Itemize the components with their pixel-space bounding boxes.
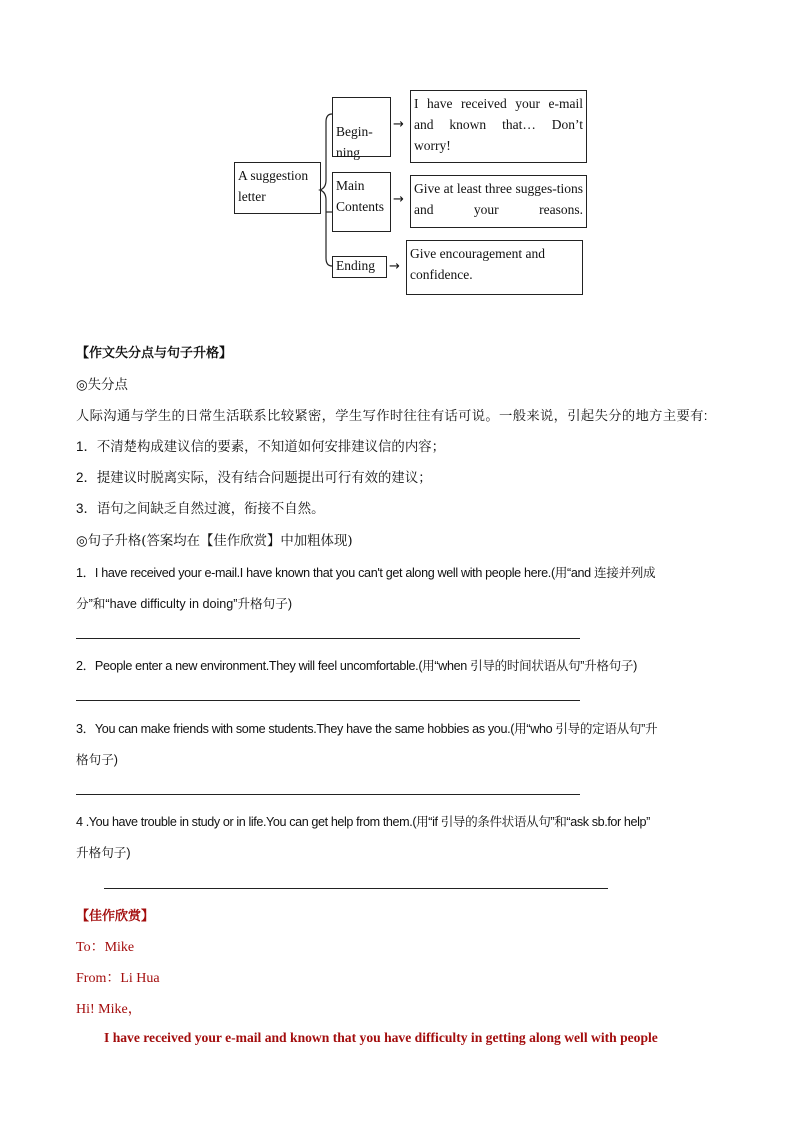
upgrade-heading: ◎句子升格(答案均在【佳作欣赏】中加粗体现) [76,534,353,549]
detail-text: Give encouragement and confidence. [410,246,545,282]
arrow-icon: → [393,192,404,207]
diagram-branch-ending [332,256,387,278]
diagram-detail-beginning [410,90,587,163]
question-3-line-1: 3．You can make friends with some students.They have the same hobbies as you.(用“who 引导的定语从句”升 [76,722,658,736]
branch-label: Ending [336,258,375,273]
detail-text: Give at least three sugges-tions and your reasons. [414,181,583,217]
memo-from: From：Li Hua [76,971,160,986]
detail-text: I have received your e-mail and known that… Don’t worry! [414,96,583,153]
answer-line-4[interactable] [104,888,608,889]
branch-label: Begin- ning [336,124,373,160]
greeting: Hi! Mike， [76,1002,142,1017]
loss-points-intro: 人际沟通与学生的日常生活联系比较紧密，学生写作时往往有话可说。一般来说，引起失分的地方主要有: [76,408,708,423]
diagram-detail-ending [406,240,583,295]
diagram-root-label: A suggestion letter [238,168,309,204]
arrow-icon: → [389,259,400,274]
answer-line-1[interactable] [76,638,580,639]
loss-point-item: 2．提建议时脱离实际，没有结合问题提出可行有效的建议； [76,470,432,485]
question-4-line-2: 升格句子) [76,846,131,860]
question-1-line-2: 分”和“have difficulty in doing”升格句子) [76,597,293,611]
model-heading: 【佳作欣赏】 [76,909,155,924]
loss-points-heading: ◎失分点 [76,378,128,393]
section-title: 【作文失分点与句子升格】 [76,346,233,361]
diagram-root-box [234,162,321,214]
diagram-branch-main [332,172,391,232]
question-4-line-1: 4 .You have trouble in study or in life.You can get help from them.(用“if 引导的条件状语从句”和“ask sb.for help” [76,815,650,829]
question-3-line-2: 格句子) [76,753,118,767]
question-2-line-1: 2．People enter a new environment.They will feel uncomfortable.(用“when 引导的时间状语从句”升格句子) [76,659,637,673]
branch-label: Main Contents [336,178,385,214]
answer-line-2[interactable] [76,700,580,701]
diagram-branch-beginning [332,97,391,160]
loss-point-item: 3．语句之间缺乏自然过渡，衔接不自然。 [76,501,325,516]
question-1-line-1: 1．I have received your e-mail.I have known that you can't get along well with people here.(用“and 连接并列成 [76,566,656,580]
loss-point-item: 1．不清楚构成建议信的要素，不知道如何安排建议信的内容； [76,439,445,454]
model-sentence: I have received your e-mail and known that you have difficulty in getting along well with people [104,1030,658,1045]
arrow-icon: → [393,117,404,132]
diagram-detail-main [410,175,587,228]
memo-to: To：Mike [76,940,135,955]
answer-line-3[interactable] [76,794,580,795]
